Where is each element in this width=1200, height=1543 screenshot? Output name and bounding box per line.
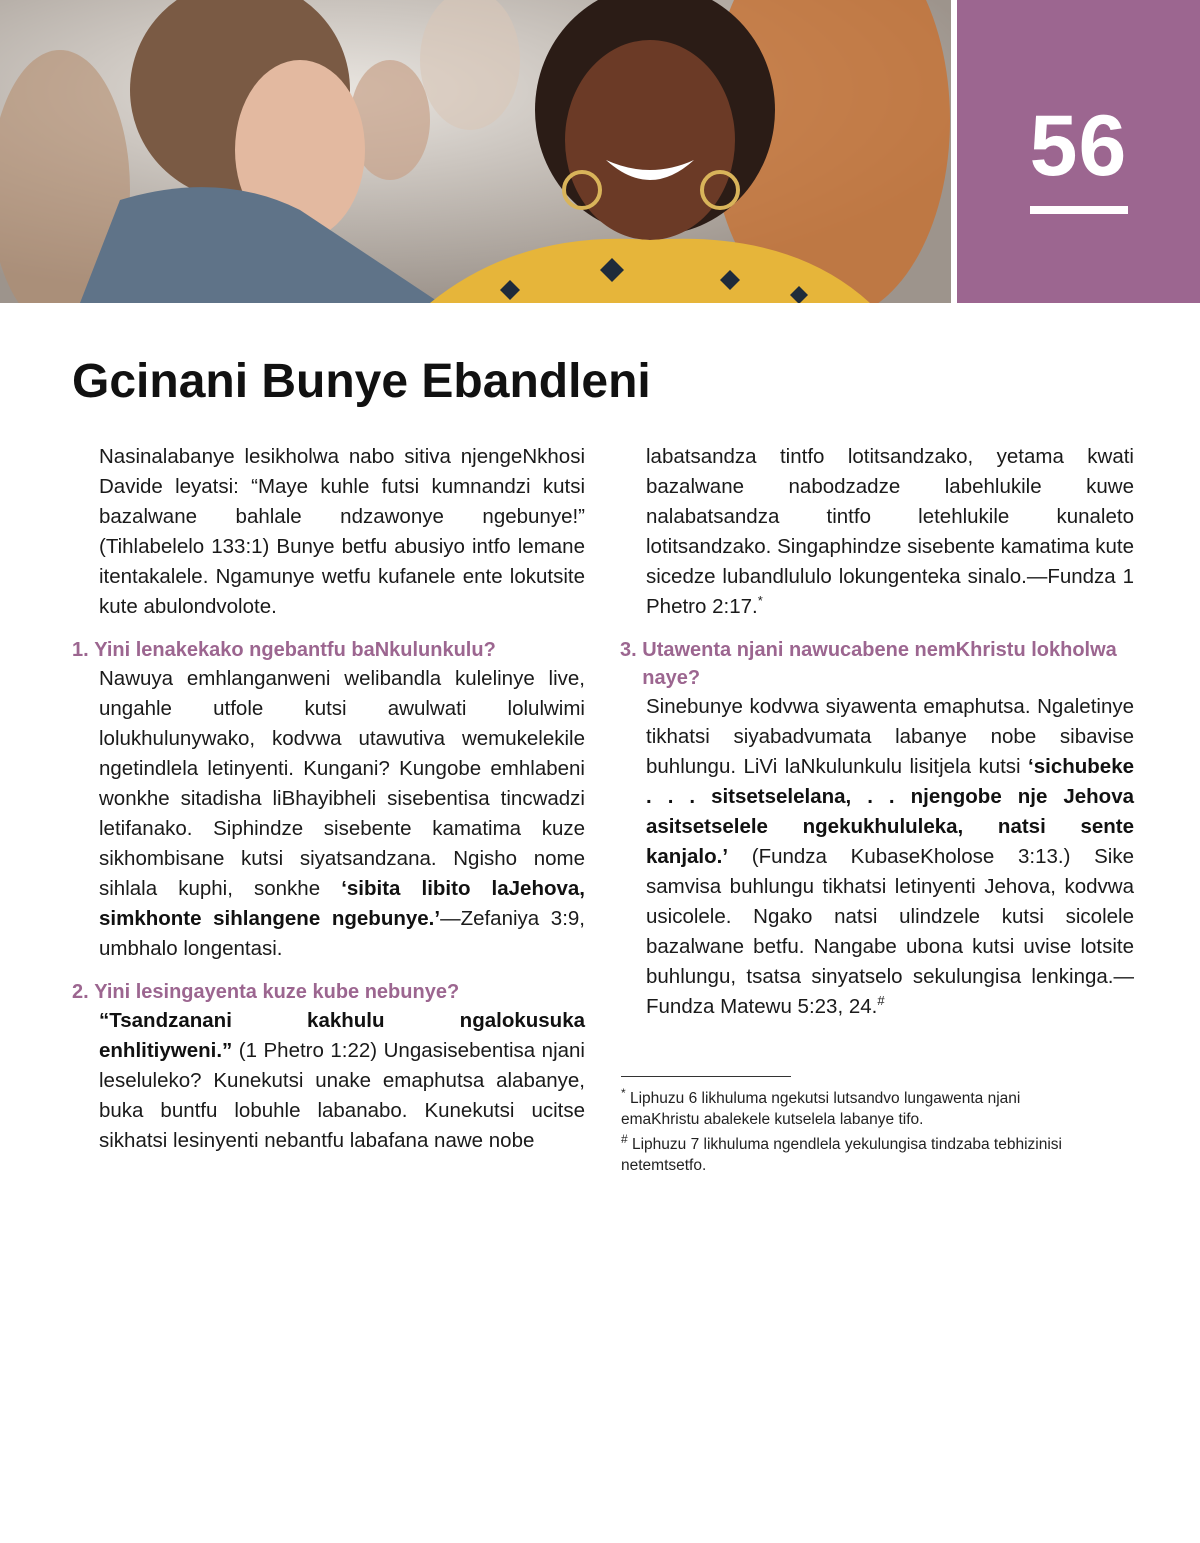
answer-text-continued: (Fundza KubaseKholose 3:13.) Sike samvisa buhlungu tikhatsi letinyenti Jehova, kodvwa usicolele. Ngako natsi ulindzele kutsi sicolele bazalwane betfu. Nangabe ubona kutsi uvise lotsite buhlungu, tsatsa sinyatselo sekulungisa lenkinga.—Fundza Matewu 5:23, 24. <box>646 845 1134 1018</box>
question-heading <box>72 978 585 1006</box>
left-column <box>72 442 586 1156</box>
footnote-text: Liphuzu 7 likhuluma ngendlela yekulungisa tindzaba tebhizinisi netemtsetfo. <box>621 1136 1062 1174</box>
question-number: 1. <box>72 639 89 661</box>
footnote-marker[interactable]: * <box>757 593 763 609</box>
question-text: Yini lesingayenta kuze kube nebunye? <box>94 981 460 1003</box>
footnote-marker: * <box>621 1085 626 1100</box>
answer-text: Nawuya emhlanganweni welibandla kulelinye live, ungahle utfole kutsi awulwati lolulwimi lolukhulunywako, kodvwa utawutiva wemukelekile ngetindlela letinyenti. Kungani? Kungobe emhlabeni wonkhe sitadisha liBhayibheli sisebentisa tincwadzi letifanako. Siphindze sisebente kamatima kuze sikhombisane kutsi siyatsandzana. Ngisho nome sihlala kuphi, sonkhe <box>99 667 585 900</box>
scripture-reference: —Zefaniya 3:9, umbhalo longentasi. <box>99 907 586 960</box>
question-number: 3. <box>620 639 637 661</box>
footnote-item <box>621 1085 1101 1130</box>
footnote-item <box>621 1131 1101 1176</box>
answer-paragraph <box>646 692 1134 1022</box>
photo-illustration <box>0 0 951 303</box>
section-1 <box>72 636 586 964</box>
lesson-number: 56 <box>1029 98 1128 194</box>
answer-paragraph-continued: labatsandza tintfo lotitsandzako, yetama kwati bazalwane nabodzadze labehlukile kuwe nalabatsandza tintfo letehlukile kunaleto lotitsandzako. Singaphindze sisebente kamatima kute sicedze lubandlululo lokungenteka sinalo.—Fundza 1 Phetro 2:17.* <box>646 445 1134 618</box>
question-heading <box>72 636 585 664</box>
page-title: Gcinani Bunye Ebandleni <box>72 355 651 408</box>
question-heading <box>620 636 1134 692</box>
scripture-quote: ‘sichubeke . . . sitsetselelana, . . njengobe nje Jehova asitsetselele ngekukhululeka, natsi sente kanjalo.’ <box>646 755 1134 868</box>
header-photo <box>0 0 951 303</box>
footnote-marker[interactable]: # <box>877 993 885 1009</box>
section-2 <box>72 978 585 1156</box>
question-number: 2. <box>72 981 89 1003</box>
lesson-number-badge <box>957 0 1200 303</box>
intro-paragraph: Nasinalabanye lesikholwa nabo sitiva njengeNkhosi Davide leyatsi: “Maye kuhle futsi kumnandzi kutsi bazalwane bahlale ndzawonye ngebunye!” (Tihlabelelo 133:1) Bunye betfu abusiyo intfo lemane itentakalele. Ngamunye wetfu kufanele ente lokutsite kute abulondvolote. <box>99 445 585 618</box>
footnotes <box>621 1085 1101 1180</box>
question-text: Yini lenakekako ngebantfu baNkulunkulu? <box>94 639 496 661</box>
footnote-text: Liphuzu 6 likhuluma ngekutsi lutsandvo lungawenta njani emaKhristu abalekele kutselela labanye tifo. <box>621 1090 1021 1128</box>
answer-text: Sinebunye kodvwa siyawenta emaphutsa. Ngaletinye tikhatsi siyabadvumata labanye nobe sibavise buhlungu. LiVi laNkulunkulu lisitjela kutsi <box>646 695 1134 778</box>
scripture-quote: ‘sibita libito laJehova, simkhonte sihlangene ngebunye.’ <box>99 877 585 930</box>
answer-paragraph <box>99 664 585 964</box>
footnote-marker: # <box>621 1131 628 1146</box>
right-column <box>620 442 1134 1022</box>
answer-text: (1 Phetro 1:22) Ungasisebentisa njani leseluleko? Kunekutsi unake emaphutsa alabanye, buka buntfu lobuhle labanabo. Kunekutsi ucitse sikhatsi lesinyenti nebantfu labafana nawe nobe <box>99 1039 585 1152</box>
answer-paragraph <box>99 1006 585 1156</box>
footnote-divider <box>621 1076 791 1077</box>
scripture-quote: “Tsandzanani kakhulu ngalokusuka enhlitiyweni.” <box>99 1009 585 1062</box>
section-3 <box>620 636 1134 1022</box>
question-text: Utawenta njani nawucabene nemKhristu lokholwa naye? <box>642 639 1117 689</box>
